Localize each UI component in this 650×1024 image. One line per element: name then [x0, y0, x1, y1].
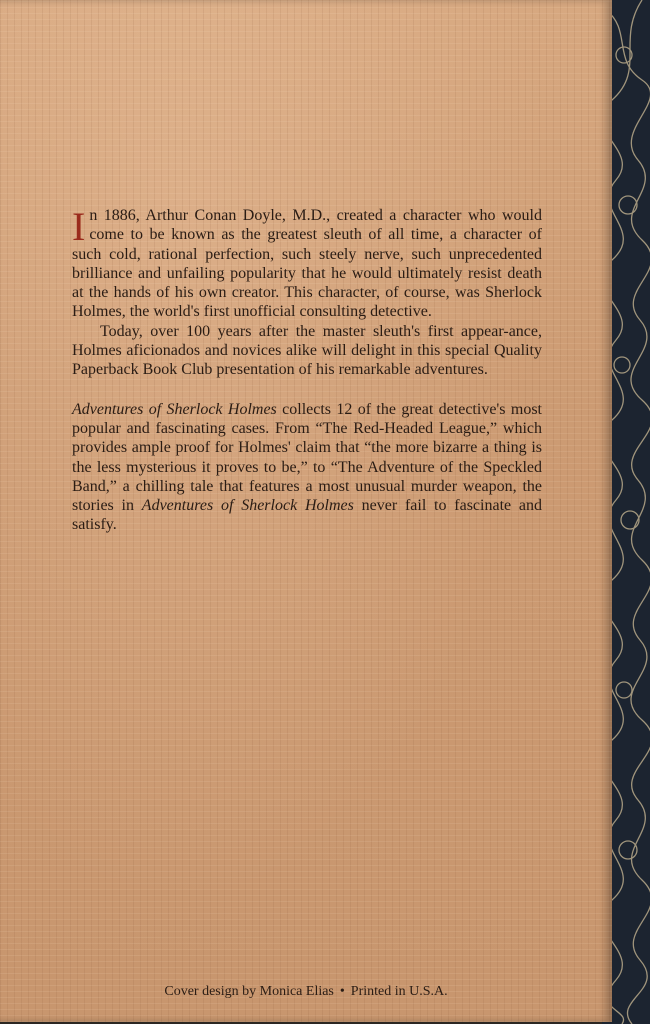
today-paragraph: Today, over 100 years after the master sleuth's first appear-ance, Holmes aficionados and novices alike will delight in this special Quality Paperback Book Club presentation of his remarkable adventures.: [72, 322, 542, 379]
drop-cap: I: [72, 204, 86, 249]
book-title-repeat: Adventures of Sherlock Holmes: [141, 497, 354, 515]
book-title: Adventures of Sherlock Holmes: [72, 400, 277, 418]
summary-text-2: never fail to fascinate and satisfy.: [72, 497, 543, 534]
printed-in: Printed in U.S.A.: [350, 984, 448, 999]
blurb-text: [72, 206, 542, 535]
summary-text-1: collects 12 of the great detective's most popular and fascinating cases. From “The Red-Headed League,” which provides ample proof for Holmes' claim that “the more bizarre a thing is the less mysterious it proves to be,” to “The Adventure of the Speckled Band,” a chilling tale that features a most unusual murder weapon, the stories in: [72, 400, 543, 515]
intro-text: n 1886, Arthur Conan Doyle, M.D., created a character who would come to be known as the greatest sleuth of all time, a character of such cold, rational perfection, such steely nerve, such unprecedented brilliance and unfailing popularity that he would ultimately resist death at the hands of his own creator. This character, of course, was Sherlock Holmes, the world's first unofficial consulting detective.: [72, 207, 542, 321]
intro-paragraph: [72, 206, 542, 322]
bullet-separator: •: [339, 984, 345, 999]
summary-paragraph: [72, 400, 542, 535]
cover-design-credit: Cover design by Monica Elias: [164, 984, 334, 999]
credits-line: [0, 984, 612, 1000]
